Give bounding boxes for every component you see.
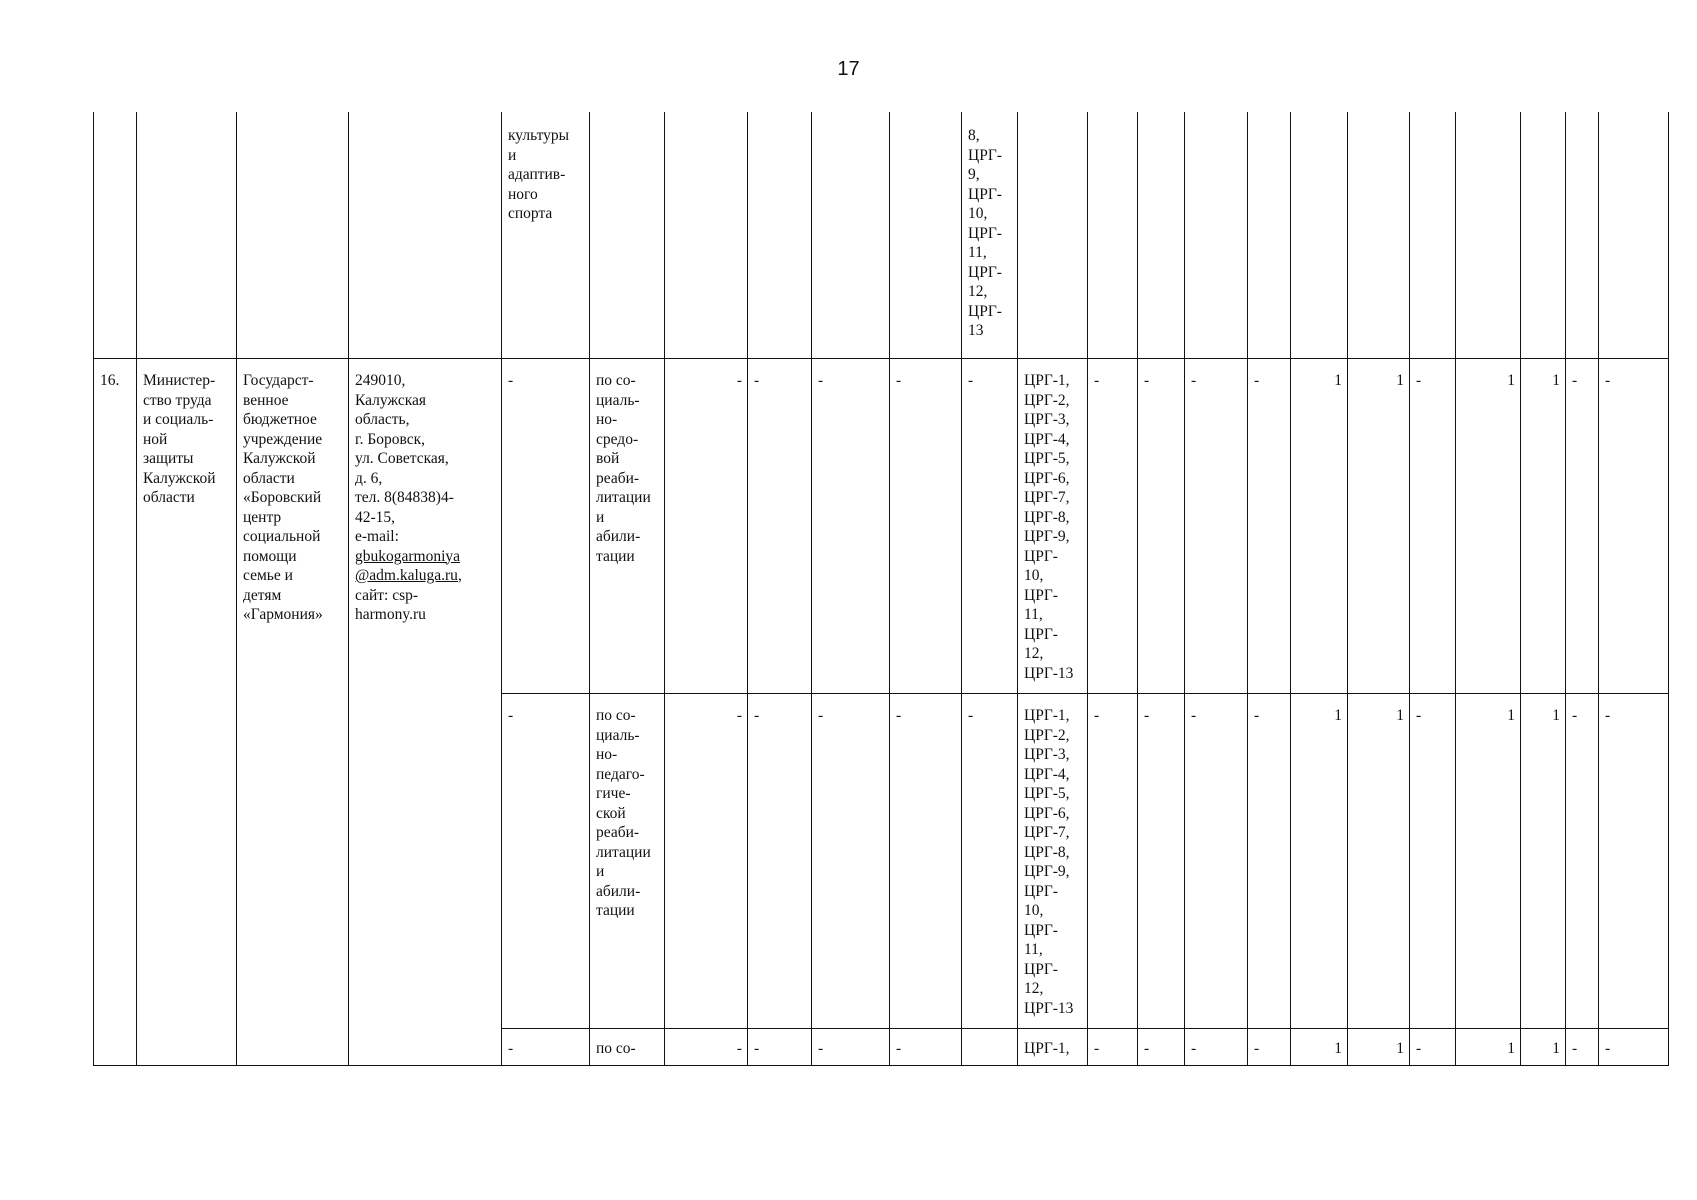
cell-d3: - [812, 359, 890, 694]
register-table [93, 112, 1669, 1066]
cell-d2: - [748, 694, 812, 1029]
cell-d4: - [890, 1029, 962, 1066]
cell-dash-a: - [502, 694, 590, 1029]
cell-e2: - [1138, 1029, 1185, 1066]
cell-d4 [890, 112, 962, 359]
cell-e7: - [1599, 694, 1669, 1029]
cell-dash-a: - [502, 1029, 590, 1066]
cell-d1 [665, 112, 748, 359]
table-row [94, 359, 1669, 694]
cell-service: по со- [590, 1029, 665, 1066]
cell-n4: 1 [1521, 359, 1566, 694]
cell-n3: 1 [1456, 359, 1521, 694]
cell-d3: - [812, 1029, 890, 1066]
cell-e6: - [1566, 1029, 1599, 1066]
cell-n2 [1348, 112, 1410, 359]
cell-n3: 1 [1456, 694, 1521, 1029]
cell-e4: - [1248, 359, 1291, 694]
cell-d1: - [665, 359, 748, 694]
cell-service: по со- циаль- но- педаго- гиче- ской реаби- литации и абили- тации [590, 694, 665, 1029]
cell-e5: - [1410, 1029, 1456, 1066]
cell-address [349, 112, 502, 359]
cell-d2 [748, 112, 812, 359]
cell-e7: - [1599, 359, 1669, 694]
cell-n1 [1291, 112, 1348, 359]
cell-d3: - [812, 694, 890, 1029]
entry-index: 16. [94, 359, 137, 1066]
cell-e5 [1410, 112, 1456, 359]
cell-d3 [812, 112, 890, 359]
cell-e7 [1599, 112, 1669, 359]
cell-e1: - [1088, 359, 1138, 694]
cell-e6 [1566, 112, 1599, 359]
cell-d1: - [665, 1029, 748, 1066]
cell-service: по со- циаль- но- средо- вой реаби- литации и абили- тации [590, 359, 665, 694]
cell-support-type: культуры и адаптив- ного спорта [502, 112, 590, 359]
cell-e1: - [1088, 1029, 1138, 1066]
cell-n4: 1 [1521, 694, 1566, 1029]
address-text: 249010, Калужская область, г. Боровск, ул. Советская, д. 6, тел. 8(84838)4- 42-15, e-mail: [355, 372, 454, 545]
cell-n4 [1521, 112, 1566, 359]
cell-e6: - [1566, 359, 1599, 694]
cell-e5: - [1410, 694, 1456, 1029]
cell-d1: - [665, 694, 748, 1029]
cell-n1: 1 [1291, 359, 1348, 694]
cell-d5: - [962, 694, 1018, 1029]
page-number: 17 [837, 58, 860, 80]
cell-d2: - [748, 359, 812, 694]
cell-d5: - [962, 359, 1018, 694]
cell-d2: - [748, 1029, 812, 1066]
cell-institution [237, 112, 349, 359]
cell-e2 [1138, 112, 1185, 359]
cell-d4: - [890, 359, 962, 694]
entry-institution: Государст- венное бюджетное учреждение Калужской области «Боровский центр социальной помощи семье и детям «Гармония» [237, 359, 349, 1066]
cell-e6: - [1566, 694, 1599, 1029]
cell-groups: ЦРГ-1, [1018, 1029, 1088, 1066]
cell-e4: - [1248, 1029, 1291, 1066]
cell-e3 [1185, 112, 1248, 359]
cell-dash-a: - [502, 359, 590, 694]
cell-groups: ЦРГ-1, ЦРГ-2, ЦРГ-3, ЦРГ-4, ЦРГ-5, ЦРГ-6, ЦРГ-7, ЦРГ-8, ЦРГ-9, ЦРГ- 10, ЦРГ- 11, ЦРГ- 12, ЦРГ-13 [1018, 359, 1088, 694]
continuation-row [94, 112, 1669, 359]
cell-n1: 1 [1291, 1029, 1348, 1066]
cell-index [94, 112, 137, 359]
cell-e5: - [1410, 359, 1456, 694]
cell-e3: - [1185, 694, 1248, 1029]
cell-e2: - [1138, 359, 1185, 694]
email-suffix: , [457, 567, 462, 584]
cell-e7: - [1599, 1029, 1669, 1066]
cell-e3: - [1185, 359, 1248, 694]
email-link-domain[interactable]: @adm.kaluga.ru [355, 567, 458, 584]
cell-groups-continued: 8, ЦРГ- 9, ЦРГ- 10, ЦРГ- 11, ЦРГ- 12, ЦРГ- 13 [962, 112, 1018, 359]
entry-ministry: Министер- ство труда и социаль- ной защиты Калужской области [137, 359, 237, 1066]
cell-n2: 1 [1348, 694, 1410, 1029]
cell-n3: 1 [1456, 1029, 1521, 1066]
cell-e4 [1248, 112, 1291, 359]
cell-d5 [962, 1029, 1018, 1066]
cell-n1: 1 [1291, 694, 1348, 1029]
cell-ministry [137, 112, 237, 359]
cell-n2: 1 [1348, 359, 1410, 694]
cell-groups [1018, 112, 1088, 359]
site-text: сайт: csp- harmony.ru [355, 586, 426, 623]
cell-e2: - [1138, 694, 1185, 1029]
cell-service [590, 112, 665, 359]
cell-n4: 1 [1521, 1029, 1566, 1066]
cell-groups: ЦРГ-1, ЦРГ-2, ЦРГ-3, ЦРГ-4, ЦРГ-5, ЦРГ-6, ЦРГ-7, ЦРГ-8, ЦРГ-9, ЦРГ- 10, ЦРГ- 11, ЦРГ- 12, ЦРГ-13 [1018, 694, 1088, 1029]
cell-e4: - [1248, 694, 1291, 1029]
cell-n2: 1 [1348, 1029, 1410, 1066]
cell-d4: - [890, 694, 962, 1029]
cell-e1: - [1088, 694, 1138, 1029]
email-link[interactable]: gbukogarmoniya [355, 547, 461, 565]
entry-address [349, 359, 502, 1066]
cell-n3 [1456, 112, 1521, 359]
cell-e3: - [1185, 1029, 1248, 1066]
cell-e1 [1088, 112, 1138, 359]
